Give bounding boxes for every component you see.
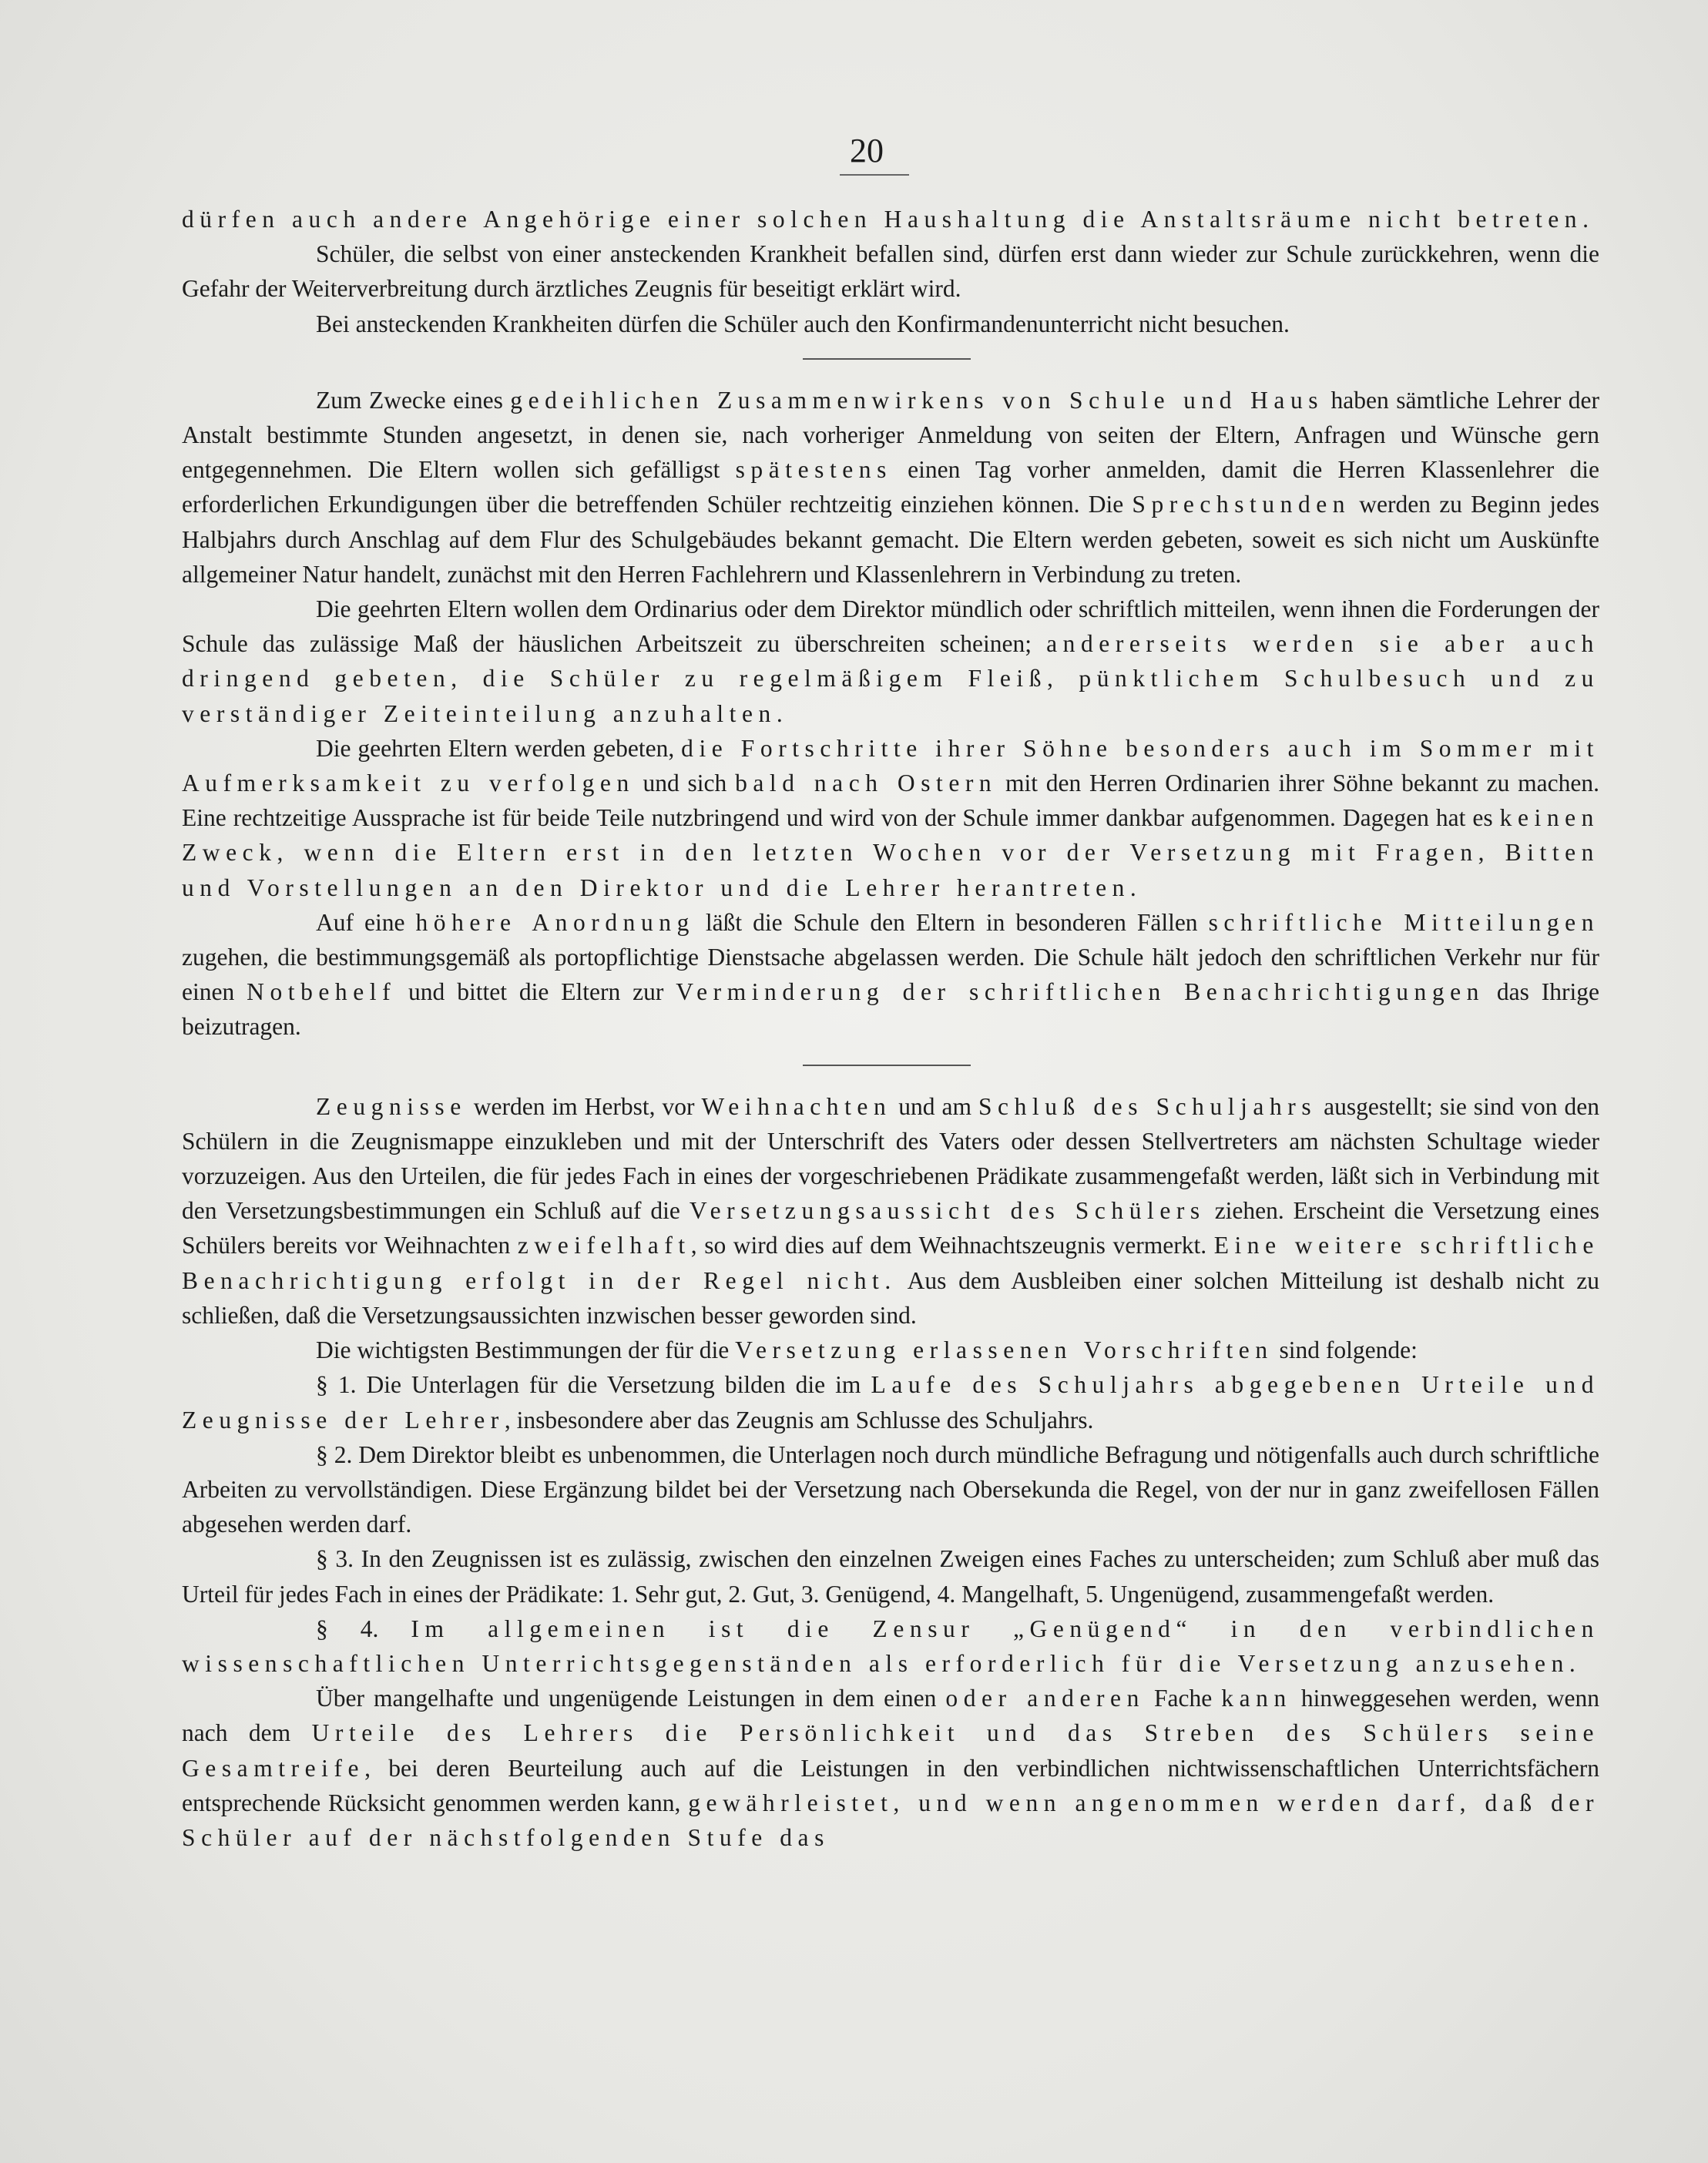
spaced-emphasis-text: andererseits werden sie aber auch dringend gebeten, die Schüler zu regelmäßigem Fleiß, pünktlichem Schulbesuch und zu verständiger Zeiteinteilung anzuhalten. [182, 630, 1599, 727]
paragraph [182, 1089, 1599, 1333]
page-number: 20 [850, 132, 884, 169]
spaced-emphasis-text: zweifelhaft [517, 1232, 691, 1259]
paragraph [182, 307, 1599, 341]
text-run: § 1. Die Unterlagen für die Versetzung bilden die im [316, 1371, 871, 1399]
spaced-emphasis-text: kann [1221, 1685, 1292, 1712]
text-run: § 4. [316, 1615, 411, 1642]
spaced-emphasis-text: keinen Zweck, wenn die Eltern erst in den letzten Wochen vor der Versetzung mit Fragen, Bitten und Vorstellungen an den Direktor und die Lehrer herantreten. [182, 804, 1599, 901]
text-run: § 3. In den Zeugnissen ist es zulässig, zwischen den einzelnen Zweigen eines Faches zu unterscheiden; zum Schluß aber muß das Urteil für jedes Fach in eines der Prädikate: 1. Sehr gut, 2. Gut, 3. Genügend, 4. Mangelhaft, 5. Ungenügend, zusammengefaßt werden. [182, 1545, 1599, 1608]
spaced-emphasis-text: Notbehelf [247, 978, 397, 1006]
text-run: sind folgende: [1273, 1336, 1418, 1364]
text-run: werden im Herbst, vor [466, 1092, 702, 1120]
text-run: Auf eine [316, 908, 416, 936]
text-run: Die wichtigsten Bestimmungen der für die [316, 1336, 736, 1364]
paragraph [182, 1611, 1599, 1681]
text-run: einen Tag vorher anmelden, damit die Herren Klassenlehrer die erforderlichen Erkundigungen über die betreffenden Schüler rechtzeitig einziehen können. Die [182, 456, 1599, 518]
text-run: Über mangelhafte und ungenügende Leistungen in dem einen [316, 1685, 946, 1712]
spaced-emphasis-text: Zeugnisse [316, 1092, 467, 1120]
spaced-emphasis-text: Weihnachten [701, 1092, 892, 1120]
paragraph [182, 592, 1599, 731]
paragraph [182, 202, 1599, 236]
text-run: Die geehrten Eltern wollen dem Ordinarius oder dem Direktor mündlich oder schriftlich mitteilen, wenn ihnen die Forderungen der Schule das zulässige Maß der häuslichen Arbeitszeit zu überschreiten scheinen; [182, 595, 1599, 658]
text-run: das Ihrige beizutragen. [182, 978, 1600, 1041]
text-run: Schüler, die selbst von einer ansteckenden Krankheit befallen sind, dürfen erst dann wieder zur Schule zurückkehren, wenn die Gefahr der Weiterverbreitung durch ärztliches Zeugnis für beseitigt erklärt wird. [182, 240, 1599, 303]
paragraph [182, 383, 1599, 592]
text-run: Bei ansteckenden Krankheiten dürfen die Schüler auch den Konfirmandenunterricht nicht besuchen. [316, 310, 1290, 337]
spaced-emphasis-text: Schluß des Schuljahrs [978, 1092, 1317, 1120]
spaced-emphasis-text: Im allgemeinen ist die Zensur „Genügend“ in den verbindlichen wissenschaftlichen Unterrichtsgegenständen als erforderlich für die Versetzung anzusehen. [182, 1615, 1599, 1677]
page-body-text [182, 202, 1599, 1855]
paragraph [182, 1437, 1599, 1542]
spaced-emphasis-text: Versetzungsaussicht des Schülers [689, 1197, 1206, 1225]
text-run: werden zu Beginn jedes Halbjahrs durch Anschlag auf dem Flur des Schulgebäudes bekannt gemacht. Die Eltern werden gebeten, soweit es sich nicht um Auskünfte allgemeiner Natur handelt, zunächst mit den Herren Fachlehrern und Klassenlehrern in Verbindung zu treten. [182, 491, 1600, 588]
spaced-emphasis-text: höhere Anordnung [415, 908, 695, 936]
paragraph [182, 1541, 1599, 1611]
text-run: § 2. Dem Direktor bleibt es unbenommen, die Unterlagen noch durch mündliche Befragung und nötigenfalls auch durch schriftliche Arbeiten zu vervollständigen. Diese Ergänzung bildet bei der Versetzung nach Obersekunda die Regel, von der nur in ganz zweifellosen Fällen abgesehen werden darf. [182, 1440, 1599, 1538]
spaced-emphasis-text: gedeihlichen Zusammenwirkens von Schule und Haus [510, 386, 1324, 414]
spaced-emphasis-text: Eine weitere schriftliche Benachrichtigung erfolgt in der Regel nicht. [182, 1232, 1599, 1294]
text-run: Aus dem Ausbleiben einer solchen Mitteilung ist deshalb nicht zu schließen, daß die Versetzungsaussichten inzwischen besser geworden sind. [182, 1266, 1599, 1329]
paragraph [182, 905, 1599, 1045]
spaced-emphasis-text: oder anderen [945, 1685, 1145, 1712]
text-run: und bittet die Eltern zur [396, 978, 676, 1006]
text-run: , bei deren Beurteilung auch auf die Leistungen in den verbindlichen nichtwissenschaftlichen Unterrichtsfächern entsprechende Rücksicht genommen werden kann, [182, 1754, 1599, 1816]
text-run: zugehen, die bestimmungsgemäß als portopflichtige Dienstsache abgelassen werden. Die Schule hält jedoch den schriftlichen Verkehr nur für einen [182, 944, 1599, 1006]
text-run: Fache [1144, 1685, 1222, 1712]
spaced-emphasis-text: spätestens [735, 456, 892, 484]
paragraph [182, 1367, 1599, 1437]
paragraph [182, 1333, 1599, 1367]
text-run: Die geehrten Eltern werden gebeten, [316, 734, 682, 762]
text-run: ausgestellt; sie sind von den Schülern in die Zeugnismappe einzukleben und mit der Unterschrift des Vaters oder dessen Stellvertreters am nächsten Schultage wieder vorzuzeigen. Aus den Urteilen, die für jedes Fach in eines der vorgeschriebenen Prädikate zusammengefaßt werden, läßt sich in Verbindung mit den Versetzungsbestimmungen ein Schluß auf die [182, 1092, 1600, 1225]
text-run: ziehen. Erscheint die Versetzung eines Schülers bereits vor Weihnachten [182, 1197, 1599, 1259]
spaced-emphasis-text: Sprechstunden [1132, 491, 1351, 518]
text-run: und am [891, 1092, 978, 1120]
spaced-emphasis-text: bald nach Ostern [735, 770, 998, 797]
text-run: haben sämtliche Lehrer der Anstalt bestimmte Stunden angesetzt, in denen sie, nach vorheriger Anmeldung von seiten der Eltern, Anfragen und Wünsche gern entgegennehmen. Die Eltern wollen sich gefälligst [182, 386, 1599, 484]
text-run: Zum Zwecke eines [316, 386, 511, 414]
paragraph [182, 731, 1599, 905]
spaced-emphasis-text: gewährleistet, und wenn angenommen werden darf, daß der Schüler auf der nächstfolgenden Stufe das [182, 1789, 1599, 1851]
text-run: hinweggesehen werden, wenn nach dem [182, 1685, 1600, 1747]
spaced-emphasis-text: schriftliche Mitteilungen [1208, 908, 1600, 936]
paragraph [182, 1681, 1599, 1855]
spaced-emphasis-text: dürfen auch andere Angehörige einer solchen Haushaltung die Anstaltsräume nicht betreten. [182, 206, 1595, 233]
spaced-emphasis-text: Laufe des Schuljahrs abgegebenen Urteile und Zeugnisse der Lehrer [182, 1371, 1600, 1434]
text-run: , so wird dies auf dem Weihnachtszeugnis vermerkt. [690, 1232, 1214, 1259]
spaced-emphasis-text: die Fortschritte ihrer Söhne besonders auch im Sommer mit Aufmerksamkeit zu verfolgen [182, 734, 1599, 797]
text-run: und sich [634, 770, 736, 797]
text-run: läßt die Schule den Eltern in besonderen Fällen [694, 908, 1209, 936]
section-divider [803, 1065, 971, 1066]
text-run: mit den Herren Ordinarien ihrer Söhne bekannt zu machen. Eine rechtzeitige Aussprache ist für beide Teile nutzbringend und wird von der Schule immer dankbar aufgenommen. Dagegen hat es [182, 770, 1599, 832]
spaced-emphasis-text: Verminderung der schriftlichen Benachrichtigungen [676, 978, 1485, 1006]
page-number-rule [840, 174, 909, 176]
spaced-emphasis-text: Versetzung erlassenen Vorschriften [735, 1336, 1273, 1364]
section-divider [803, 358, 971, 360]
paragraph [182, 236, 1599, 306]
spaced-emphasis-text: Urteile des Lehrers die Persönlichkeit und das Streben des Schülers seine Gesamtreife [182, 1719, 1600, 1782]
text-run: , insbesondere aber das Zeugnis am Schlusse des Schuljahrs. [504, 1406, 1094, 1434]
